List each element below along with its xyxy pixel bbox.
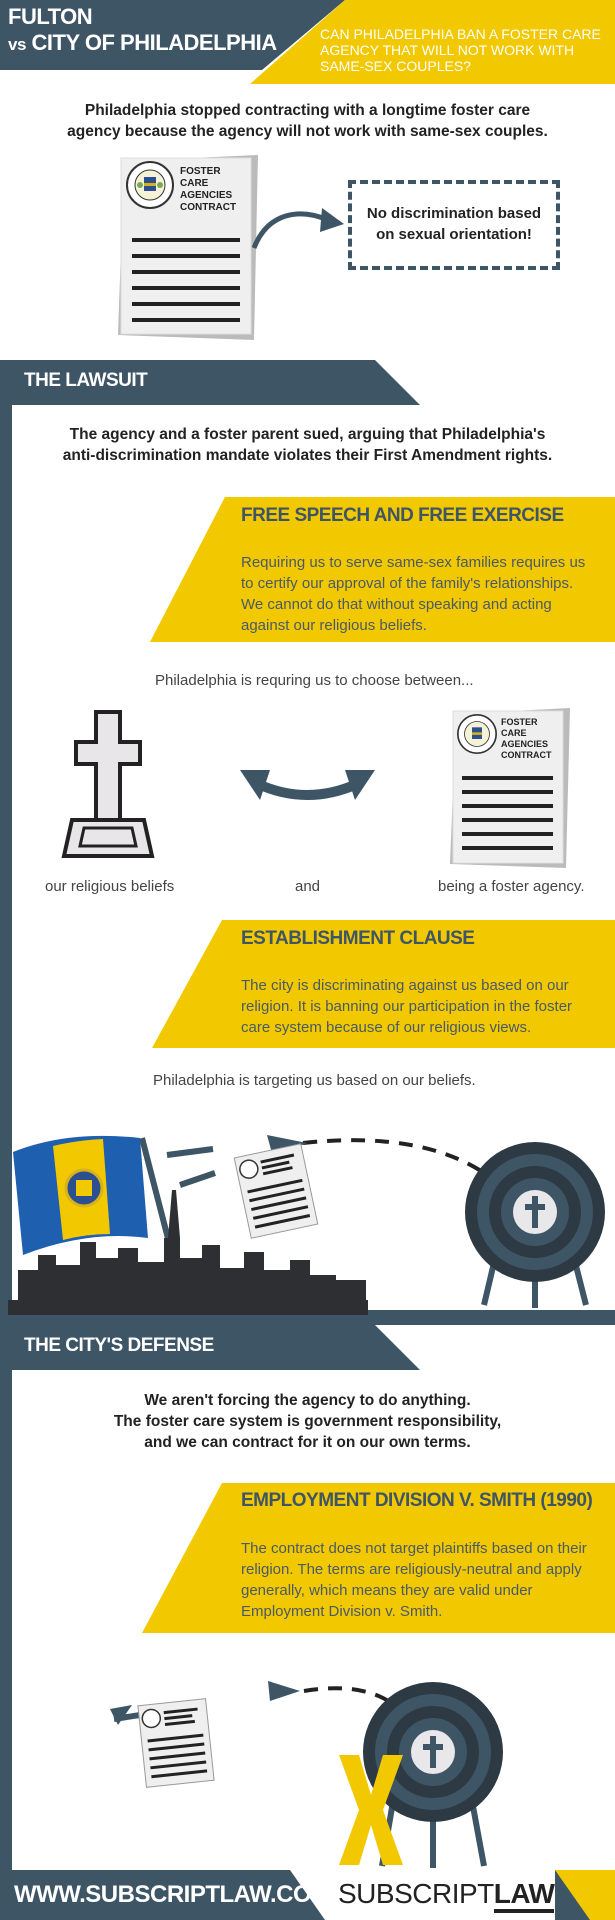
flying-contract-icon-2	[136, 1696, 217, 1789]
header-title	[8, 4, 277, 58]
header-question: CAN PHILADELPHIA BAN A FOSTER CARE AGENCY THAT WILL NOT WORK WITH SAME-SEX COUPLES?	[320, 26, 601, 74]
curved-arrow-icon	[250, 200, 345, 250]
defense-text	[60, 1390, 555, 1453]
smith-body: The contract does not target plaintiffs based on their religion. The terms are religiously-neutral and apply generally, which means they are valid under Employment Division v. Smith.	[241, 1540, 587, 1620]
smith-heading: EMPLOYMENT DIVISION V. SMITH (1990)	[241, 1490, 593, 1511]
contract-title-2: FOSTER CARE AGENCIES CONTRACT	[501, 717, 552, 760]
title-line1: FULTON	[8, 4, 93, 29]
footer-logo	[338, 1878, 554, 1910]
x-mark-icon	[335, 1755, 405, 1865]
lawsuit-text: The agency and a foster parent sued, arguing that Philadelphia's anti-discrimination mandate violates their First Amendment rights.	[62, 426, 553, 464]
free-speech-body: Requiring us to serve same-sex families requires us to certify our approval of the family's relationships. We cannot do that without speaking and acting against our religious beliefs.	[241, 554, 586, 634]
logo-part2: LAW	[494, 1878, 555, 1913]
establishment-heading: ESTABLISHMENT CLAUSE	[241, 928, 475, 949]
defense-line2: The foster care system is government responsibility,	[113, 1413, 502, 1430]
label-religious-beliefs: our religious beliefs	[45, 878, 175, 895]
label-and: and	[295, 878, 321, 895]
defense-line1: We aren't forcing the agency to do anything.	[144, 1392, 471, 1409]
lawsuit-heading: THE LAWSUIT	[24, 370, 148, 391]
choose-text: Philadelphia is requring us to choose between...	[155, 672, 474, 689]
footer-url[interactable]: WWW.SUBSCRIPTLAW.COM	[14, 1881, 331, 1908]
callout-text: No discrimination based on sexual orientation!	[366, 205, 542, 243]
establishment-body: The city is discriminating against us based on our religion. It is banning our participation in the foster care system because of our religious views.	[241, 977, 573, 1036]
contract-title: FOSTER CARE AGENCIES CONTRACT	[180, 166, 237, 213]
target-icon	[462, 1140, 608, 1310]
defense-line3: and we can contract for it on our own terms.	[144, 1434, 471, 1451]
seal-icon	[126, 161, 174, 209]
title-vs: vs	[8, 35, 26, 54]
cross-icon	[52, 708, 164, 860]
free-speech-heading: FREE SPEECH AND FREE EXERCISE	[241, 505, 564, 526]
title-line2: CITY OF PHILADELPHIA	[31, 30, 277, 55]
logo-part1: SUBSCRIPT	[338, 1878, 494, 1909]
seal-icon-2	[457, 714, 497, 754]
label-foster-agency: being a foster agency.	[438, 878, 585, 895]
targeting-text: Philadelphia is targeting us based on our beliefs.	[153, 1072, 476, 1089]
defense-heading: THE CITY'S DEFENSE	[24, 1335, 214, 1356]
intro-text: Philadelphia stopped contracting with a longtime foster care agency because the agency will not work with same-sex couples.	[67, 102, 548, 140]
double-arrow-icon	[240, 766, 375, 806]
